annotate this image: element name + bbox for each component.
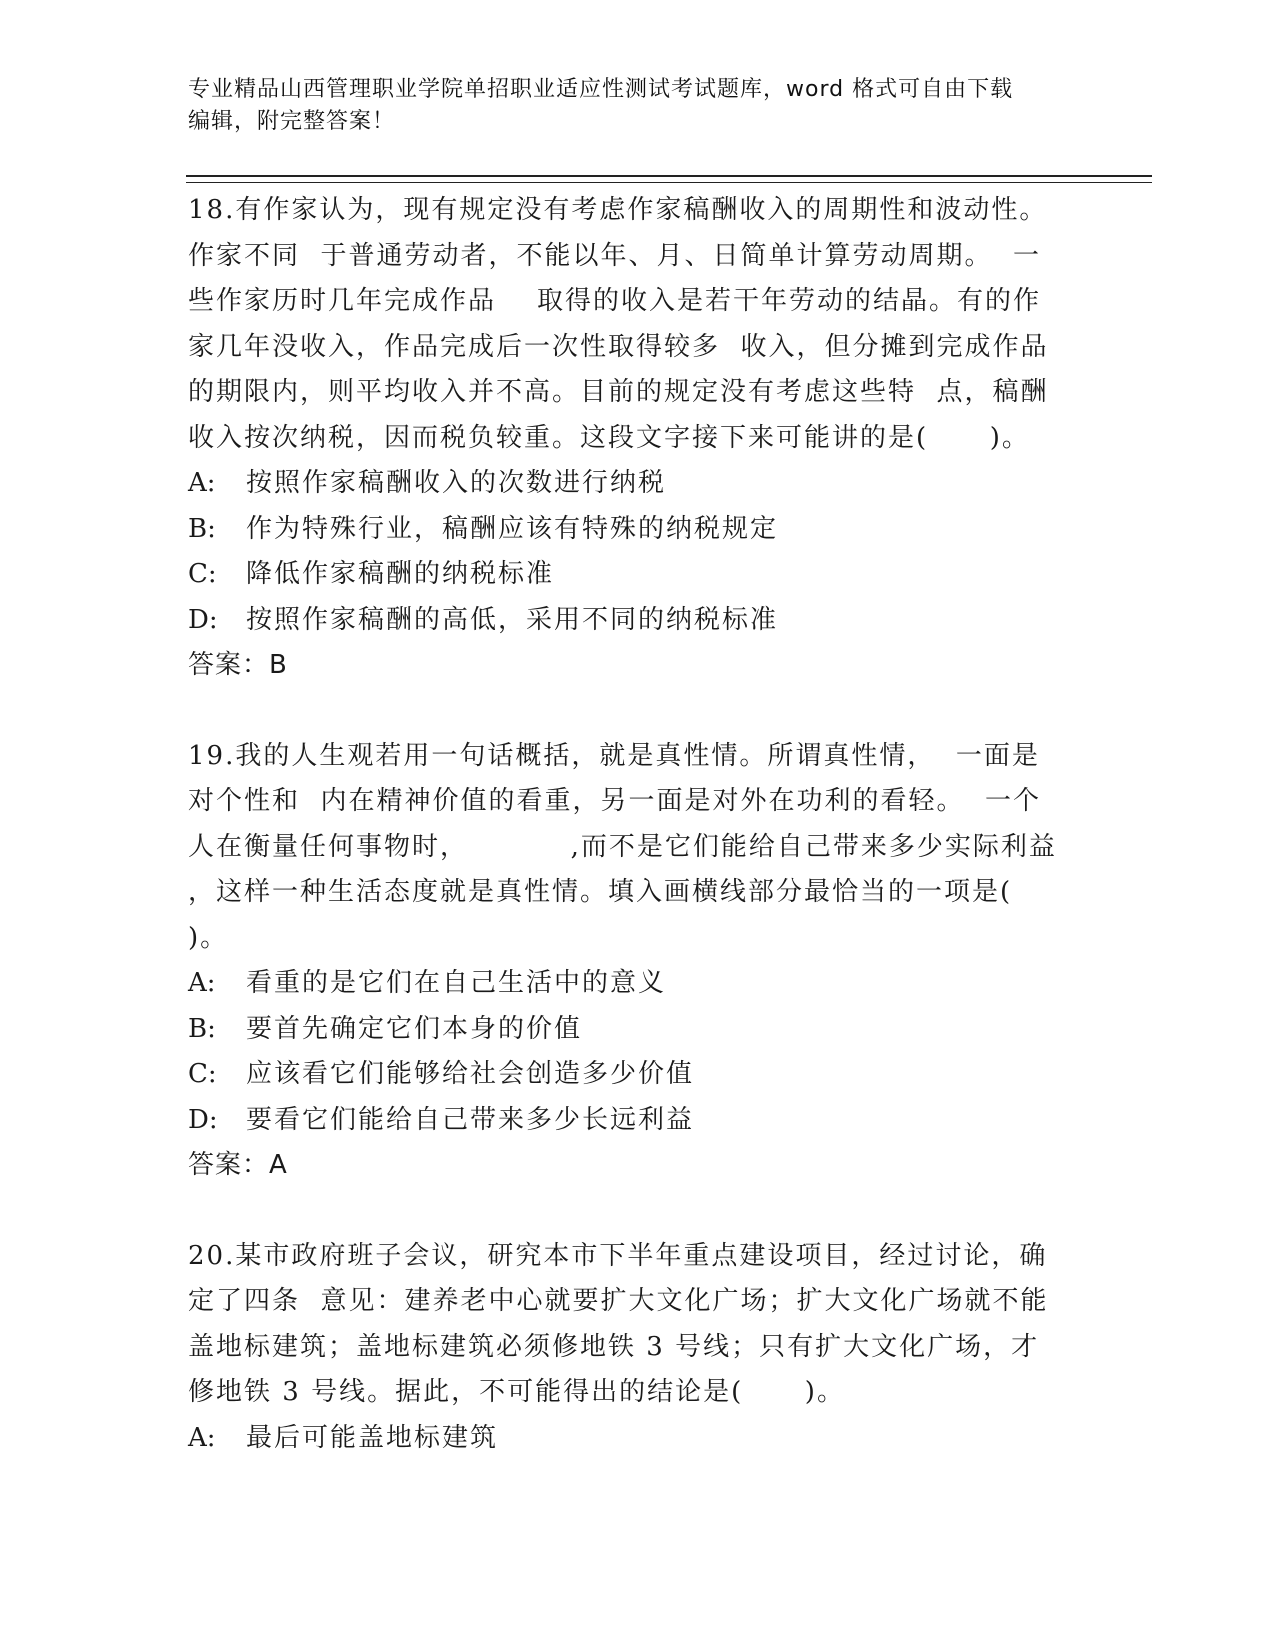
- question-text-line: 对个性和 内在精神价值的看重，另一面是对外在功利的看轻。 一个: [188, 786, 1042, 816]
- question-text-line: 收入按次纳税，因而税负较重。这段文字接下来可能讲的是( )。: [188, 422, 1030, 453]
- option-text: 作为特殊行业，稿酬应该有特殊的纳税规定: [246, 513, 779, 544]
- question-text-line: 19.我的人生观若用一句话概括，就是真性情。所谓真性情， 一面是: [188, 740, 1040, 771]
- question-list: [188, 188, 1088, 1461]
- header-divider-thin: [186, 182, 1152, 183]
- question-text-line: 修地铁 3 号线。据此，不可能得出的结论是( )。: [188, 1377, 845, 1407]
- option-b: [188, 507, 1088, 553]
- page-header: [188, 74, 1068, 138]
- question-text-line: 作家不同 于普通劳动者，不能以年、月、日简单计算劳动周期。 一: [188, 240, 1042, 271]
- option-letter: C:: [188, 559, 217, 589]
- option-text: 应该看它们能够给社会创造多少价值: [246, 1059, 695, 1089]
- question-20: [188, 1234, 1088, 1462]
- option-letter: A:: [188, 1422, 216, 1453]
- option-c: [188, 552, 1088, 598]
- question-spacer: [188, 1189, 1088, 1234]
- option-text: 看重的是它们在自己生活中的意义: [246, 968, 667, 998]
- question-spacer: [188, 689, 1088, 734]
- header-line-2: 编辑，附完整答案！: [188, 109, 396, 134]
- option-c: [188, 1052, 1088, 1098]
- option-a: [188, 961, 1088, 1007]
- option-letter: D:: [188, 604, 218, 635]
- option-a: [188, 1416, 1088, 1462]
- option-a: [188, 461, 1088, 507]
- option-letter: D:: [188, 1104, 218, 1135]
- option-letter: C:: [188, 1059, 217, 1089]
- answer-label: 答案：A: [188, 1150, 288, 1180]
- option-text: 降低作家稿酬的纳税标准: [246, 559, 555, 589]
- option-d: [188, 598, 1088, 644]
- option-text: 最后可能盖地标建筑: [246, 1422, 499, 1453]
- question-text-line: 盖地标建筑；盖地标建筑必须修地铁 3 号线；只有扩大文化广场，才: [188, 1331, 1040, 1362]
- option-text: 按照作家稿酬收入的次数进行纳税: [246, 468, 667, 498]
- option-d: [188, 1098, 1088, 1144]
- question-18: [188, 188, 1088, 689]
- question-text-line: ，这样一种生活态度就是真性情。填入画横线部分最恰当的一项是(: [188, 877, 1013, 907]
- option-letter: B:: [188, 1013, 216, 1044]
- question-text-line: 定了四条 意见：建养老中心就要扩大文化广场；扩大文化广场就不能: [188, 1286, 1049, 1316]
- question-text-line: )。: [188, 922, 229, 953]
- header-line-1: 专业精品山西管理职业学院单招职业适应性测试考试题库，word 格式可自由下载: [188, 77, 1014, 102]
- option-text: 按照作家稿酬的高低，采用不同的纳税标准: [246, 604, 779, 635]
- question-19: [188, 734, 1088, 1189]
- answer-label: 答案：B: [188, 650, 288, 680]
- header-divider-thick: [186, 175, 1152, 177]
- question-text-line: 人在衡量任何事物时， ,而不是它们能给自己带来多少实际利益: [188, 831, 1057, 862]
- option-letter: A:: [188, 968, 216, 998]
- option-b: [188, 1007, 1088, 1053]
- question-text-line: 18.有作家认为，现有规定没有考虑作家稿酬收入的周期性和波动性。: [188, 195, 1048, 225]
- question-text-line: 20.某市政府班子会议，研究本市下半年重点建设项目，经过讨论，确: [188, 1240, 1048, 1271]
- option-letter: B:: [188, 513, 216, 544]
- option-letter: A:: [188, 468, 216, 498]
- question-text-line: 的期限内，则平均收入并不高。目前的规定没有考虑这些特 点，稿酬: [188, 377, 1049, 407]
- option-text: 要首先确定它们本身的价值: [246, 1013, 583, 1044]
- question-text-line: 家几年没收入，作品完成后一次性取得较多 收入，但分摊到完成作品: [188, 331, 1049, 362]
- question-text-line: 些作家历时几年完成作品 取得的收入是若干年劳动的结晶。有的作: [188, 286, 1042, 316]
- option-text: 要看它们能给自己带来多少长远利益: [246, 1104, 695, 1135]
